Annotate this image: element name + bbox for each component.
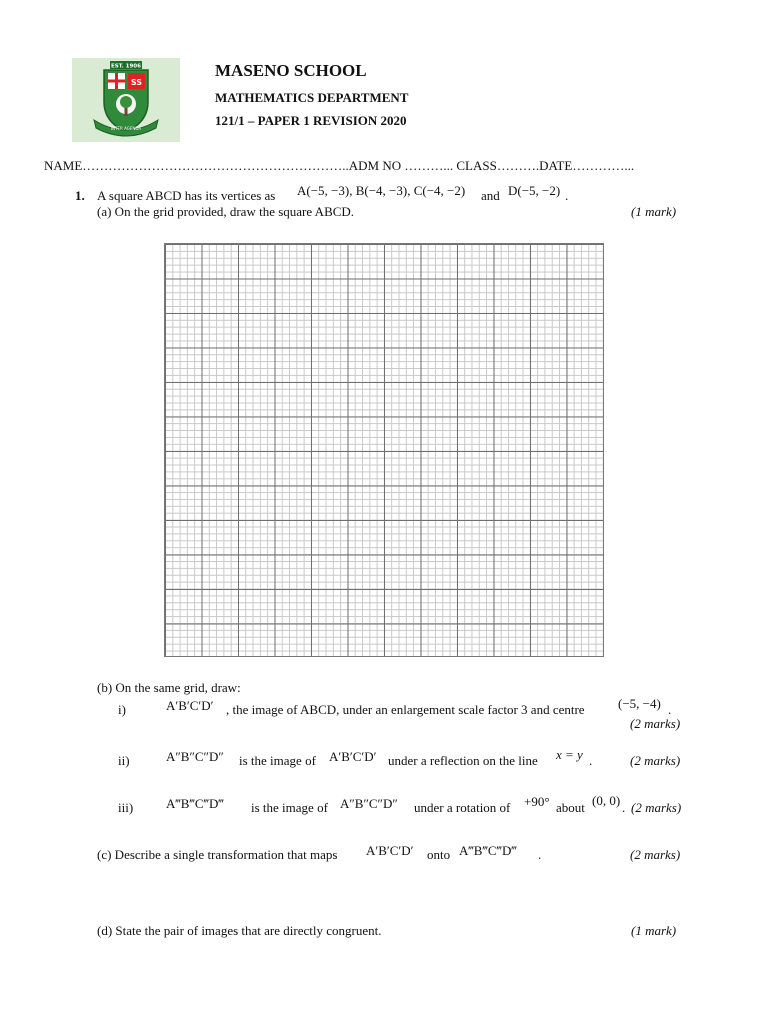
- question-intro: A square ABCD has its vertices as: [97, 188, 276, 203]
- part-b-i-period: .: [668, 702, 672, 717]
- part-b-ii-number: ii): [118, 753, 130, 768]
- image-a-triple-prime: A‴B‴C‴D‴: [166, 796, 224, 811]
- part-b-i-number: i): [118, 702, 126, 717]
- part-b-iii-marks: (2 marks): [631, 800, 682, 815]
- part-d-text: (d) State the pair of images that are directly congruent.: [97, 923, 382, 938]
- crest-icon: [72, 58, 180, 142]
- part-c-from: A′B′C′D′: [366, 843, 414, 858]
- part-c-onto: onto: [427, 847, 451, 862]
- part-b-iii-source: A″B″C″D″: [340, 796, 398, 811]
- logo-badge-text: SS: [130, 78, 143, 87]
- part-b-i-marks: (2 marks): [630, 716, 681, 731]
- part-b-intro: (b) On the same grid, draw:: [97, 680, 241, 695]
- image-a-prime: A′B′C′D′: [166, 698, 214, 713]
- part-b-iii-text2: under a rotation of: [414, 800, 511, 815]
- enlargement-centre: (−5, −4): [618, 696, 661, 711]
- rotation-angle: +90°: [524, 794, 550, 809]
- part-a-text: (a) On the grid provided, draw the square ABCD.: [97, 204, 355, 219]
- school-logo: [72, 58, 180, 142]
- part-c-to: A‴B‴C‴D‴: [459, 843, 517, 858]
- part-b-ii-text2: under a reflection on the line: [388, 753, 538, 768]
- department-name: MATHEMATICS DEPARTMENT: [215, 90, 409, 105]
- graph-grid[interactable]: [164, 243, 604, 657]
- image-a-double-prime: A″B″C″D″: [166, 749, 224, 764]
- part-b-iii-number: iii): [118, 800, 134, 815]
- student-info-line: NAME……………………………………………………..ADM NO ………... CLASS……….DATE…………...: [44, 158, 635, 173]
- vertex-d: D(−5, −2): [508, 183, 561, 198]
- part-b-iii-text3: about: [556, 800, 585, 815]
- part-c-period: .: [538, 847, 542, 862]
- part-d-marks: (1 mark): [631, 923, 677, 938]
- intro-period: .: [565, 188, 569, 203]
- part-c-text: (c) Describe a single transformation that maps: [97, 847, 338, 862]
- part-b-ii-marks: (2 marks): [630, 753, 681, 768]
- and-word: and: [481, 188, 500, 203]
- logo-motto-text: INTER AGENDA: [110, 126, 142, 131]
- rotation-centre: (0, 0): [592, 793, 621, 808]
- part-b-iii-text: is the image of: [251, 800, 328, 815]
- vertices-abc: A(−5, −3), B(−4, −3), C(−4, −2): [297, 183, 466, 198]
- reflection-line: x = y: [556, 747, 583, 762]
- school-name: MASENO SCHOOL: [215, 61, 367, 80]
- part-b-ii-source: A′B′C′D′: [329, 749, 377, 764]
- logo-est-text: EST. 1906: [111, 63, 141, 70]
- question-number: 1.: [75, 188, 85, 203]
- part-b-ii-period: .: [589, 753, 593, 768]
- part-b-iii-period: .: [622, 800, 626, 815]
- part-c-marks: (2 marks): [630, 847, 681, 862]
- paper-title: 121/1 – PAPER 1 REVISION 2020: [215, 113, 407, 128]
- part-a-marks: (1 mark): [631, 204, 677, 219]
- part-b-ii-text: is the image of: [239, 753, 316, 768]
- part-b-i-text: , the image of ABCD, under an enlargement scale factor 3 and centre: [226, 702, 585, 717]
